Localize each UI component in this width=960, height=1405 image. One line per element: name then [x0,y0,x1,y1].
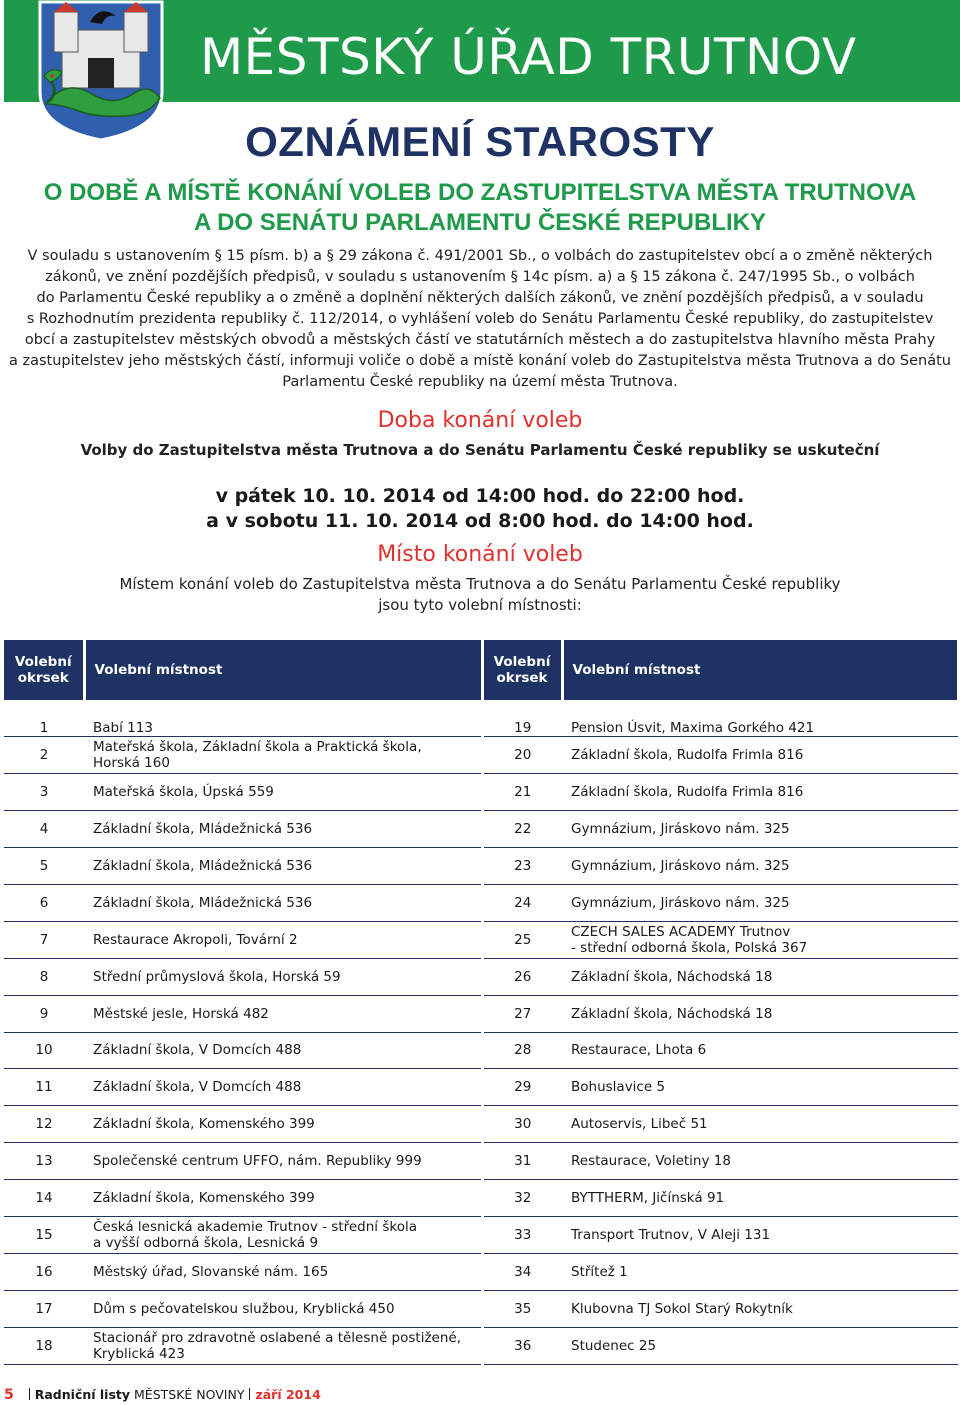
district-number: 31 [482,1143,562,1180]
polling-station: Restaurace, Voletiny 18 [562,1143,958,1180]
publication-section: MĚSTSKÉ NOVINY [134,1387,245,1402]
table-row [4,1253,958,1290]
table-header-row [4,640,958,700]
polling-station: Základní škola, Náchodská 18 [562,958,958,995]
polling-station: Společenské centrum UFFO, nám. Republiky 999 [84,1143,482,1180]
district-number: 36 [482,1327,562,1364]
subtitle-line: O DOBĚ A MÍSTĚ KONÁNÍ VOLEB DO ZASTUPITELSTVA MĚSTA TRUTNOVA [43,179,917,206]
district-number: 4 [4,811,84,848]
polling-station: Městské jesle, Horská 482 [84,995,482,1032]
notice-subtitle [0,178,960,238]
table-row [4,1143,958,1180]
table-row [4,1032,958,1069]
subtitle-line: A DO SENÁTU PARLAMENTU ČESKÉ REPUBLIKY [193,209,767,236]
table-row [4,1106,958,1143]
district-number: 7 [4,921,84,958]
district-number: 22 [482,811,562,848]
page-number: 5 [4,1387,14,1403]
district-number: 16 [4,1253,84,1290]
polling-station: Transport Trutnov, V Aleji 131 [562,1216,958,1253]
polling-station: Gymnázium, Jiráskovo nám. 325 [562,848,958,885]
polling-station: Mateřská škola, Základní škola a Praktická škola, Horská 160 [84,737,482,774]
table-row [4,1290,958,1327]
district-number: 8 [4,958,84,995]
polling-station: Restaurace, Lhota 6 [562,1032,958,1069]
district-number: 34 [482,1253,562,1290]
polling-station: Česká lesnická akademie Trutnov - střední škola a vyšší odborná škola, Lesnická 9 [84,1216,482,1253]
election-dates [0,484,960,534]
district-number: 30 [482,1106,562,1143]
district-number: 9 [4,995,84,1032]
table-row [4,884,958,921]
table-row [4,774,958,811]
column-header-district: Volební okrsek [482,640,562,700]
district-number: 23 [482,848,562,885]
polling-station: Dům s pečovatelskou službou, Kryblická 450 [84,1290,482,1327]
place-section-title: Místo konání voleb [377,542,583,567]
district-number: 24 [482,884,562,921]
table-row [4,958,958,995]
table-row [4,700,958,737]
polling-station: Základní škola, Komenského 399 [84,1106,482,1143]
district-number: 5 [4,848,84,885]
polling-station: Základní škola, Mládežnická 536 [84,811,482,848]
district-number: 27 [482,995,562,1032]
table-row [4,737,958,774]
polling-station: Studenec 25 [562,1327,958,1364]
polling-station: Základní škola, Náchodská 18 [562,995,958,1032]
district-number: 14 [4,1180,84,1217]
table-row [4,1327,958,1364]
table-row [4,811,958,848]
polling-station: Gymnázium, Jiráskovo nám. 325 [562,884,958,921]
intro-line: obcí a zastupitelstev městských obvodů a městských částí ve statutárních městech a do zastupitelstva hlavního města Prahy [24,332,936,348]
district-number: 29 [482,1069,562,1106]
district-number: 18 [4,1327,84,1364]
polling-station: Klubovna TJ Sokol Starý Rokytník [562,1290,958,1327]
polling-station: Střítež 1 [562,1253,958,1290]
table-row [4,1069,958,1106]
intro-line: a zastupitelstev jeho městských částí, informuji voliče o době a místě konání voleb do Zastupitelstva města Trutnova a do Senátu [9,353,951,369]
time-section-title: Doba konání voleb [377,408,583,433]
column-header-station: Volební místnost [84,640,482,700]
polling-station: Babí 113 [84,700,482,737]
time-section-lead: Volby do Zastupitelstva města Trutnova a do Senátu Parlamentu České republiky se uskuteční [80,441,880,459]
polling-station: Základní škola, Rudolfa Frimla 816 [562,737,958,774]
polling-station: Restaurace Akropoli, Tovární 2 [84,921,482,958]
intro-line: s Rozhodnutím prezidenta republiky č. 112/2014, o vyhlášení voleb do Senátu Parlamentu České republiky, do zastupitelstev [26,311,934,327]
table-row [4,921,958,958]
district-number: 33 [482,1216,562,1253]
district-number: 13 [4,1143,84,1180]
district-number: 2 [4,737,84,774]
intro-line: Parlamentu České republiky na území města Trutnova. [282,374,678,390]
polling-station: Stacionář pro zdravotně oslabené a tělesně postižené, Kryblická 423 [84,1327,482,1364]
polling-station: BYTTHERM, Jičínská 91 [562,1180,958,1217]
district-number: 3 [4,774,84,811]
district-number: 21 [482,774,562,811]
district-number: 12 [4,1106,84,1143]
polling-station: Městský úřad, Slovanské nám. 165 [84,1253,482,1290]
intro-line: zákonů, ve znění pozdějších předpisů, v souladu s ustanovením § 14c písm. a) a § 15 zákona č. 247/1995 Sb., o volbách [45,269,915,285]
polling-station: Základní škola, V Domcích 488 [84,1032,482,1069]
district-number: 15 [4,1216,84,1253]
place-section-lead: jsou tyto volební místnosti: [378,596,582,614]
column-header-district: Volební okrsek [4,640,84,700]
district-number: 10 [4,1032,84,1069]
election-date-saturday: a v sobotu 11. 10. 2014 od 8:00 hod. do 14:00 hod. [206,510,754,532]
district-number: 20 [482,737,562,774]
polling-station: Mateřská škola, Úpská 559 [84,774,482,811]
district-number: 26 [482,958,562,995]
polling-station: Pension Úsvit, Maxima Gorkého 421 [562,700,958,737]
place-section-lead: Místem konání voleb do Zastupitelstva města Trutnova a do Senátu Parlamentu České republiky [119,575,841,593]
district-number: 1 [4,700,84,737]
election-date-friday: v pátek 10. 10. 2014 od 14:00 hod. do 22:00 hod. [215,485,745,507]
polling-station: Základní škola, Komenského 399 [84,1180,482,1217]
table-row [4,995,958,1032]
publication-date: září 2014 [255,1387,321,1402]
notice-title: OZNÁMENÍ STAROSTY [245,118,715,165]
table-row [4,848,958,885]
district-number: 25 [482,921,562,958]
office-title: MĚSTSKÝ ÚŘAD TRUTNOV [200,28,857,86]
district-number: 32 [482,1180,562,1217]
polling-stations-table [4,640,960,1365]
intro-paragraph [0,246,960,393]
district-number: 6 [4,884,84,921]
polling-station: Základní škola, Mládežnická 536 [84,848,482,885]
district-number: 35 [482,1290,562,1327]
column-header-station: Volební místnost [562,640,958,700]
district-number: 11 [4,1069,84,1106]
polling-station: Bohuslavice 5 [562,1069,958,1106]
intro-line: V souladu s ustanovením § 15 písm. b) a § 29 zákona č. 491/2001 Sb., o volbách do zastupitelstev obcí a o změně některých [27,248,933,264]
intro-line: do Parlamentu České republiky a o změně a doplnění některých dalších zákonů, ve znění pozdějších předpisů, a v souladu [36,290,924,306]
polling-station: CZECH SALES ACADEMY Trutnov - střední odborná škola, Polská 367 [562,921,958,958]
page-footer [4,1387,321,1403]
polling-station: Gymnázium, Jiráskovo nám. 325 [562,811,958,848]
district-number: 28 [482,1032,562,1069]
footer-divider [249,1388,250,1400]
district-number: 19 [482,700,562,737]
polling-station: Základní škola, V Domcích 488 [84,1069,482,1106]
polling-station: Střední průmyslová škola, Horská 59 [84,958,482,995]
polling-station: Autoservis, Libeč 51 [562,1106,958,1143]
district-number: 17 [4,1290,84,1327]
polling-station: Základní škola, Rudolfa Frimla 816 [562,774,958,811]
table-row [4,1180,958,1217]
footer-divider [29,1388,30,1400]
table-row [4,1216,958,1253]
publication-name: Radniční listy [34,1387,131,1402]
polling-station: Základní škola, Mládežnická 536 [84,884,482,921]
